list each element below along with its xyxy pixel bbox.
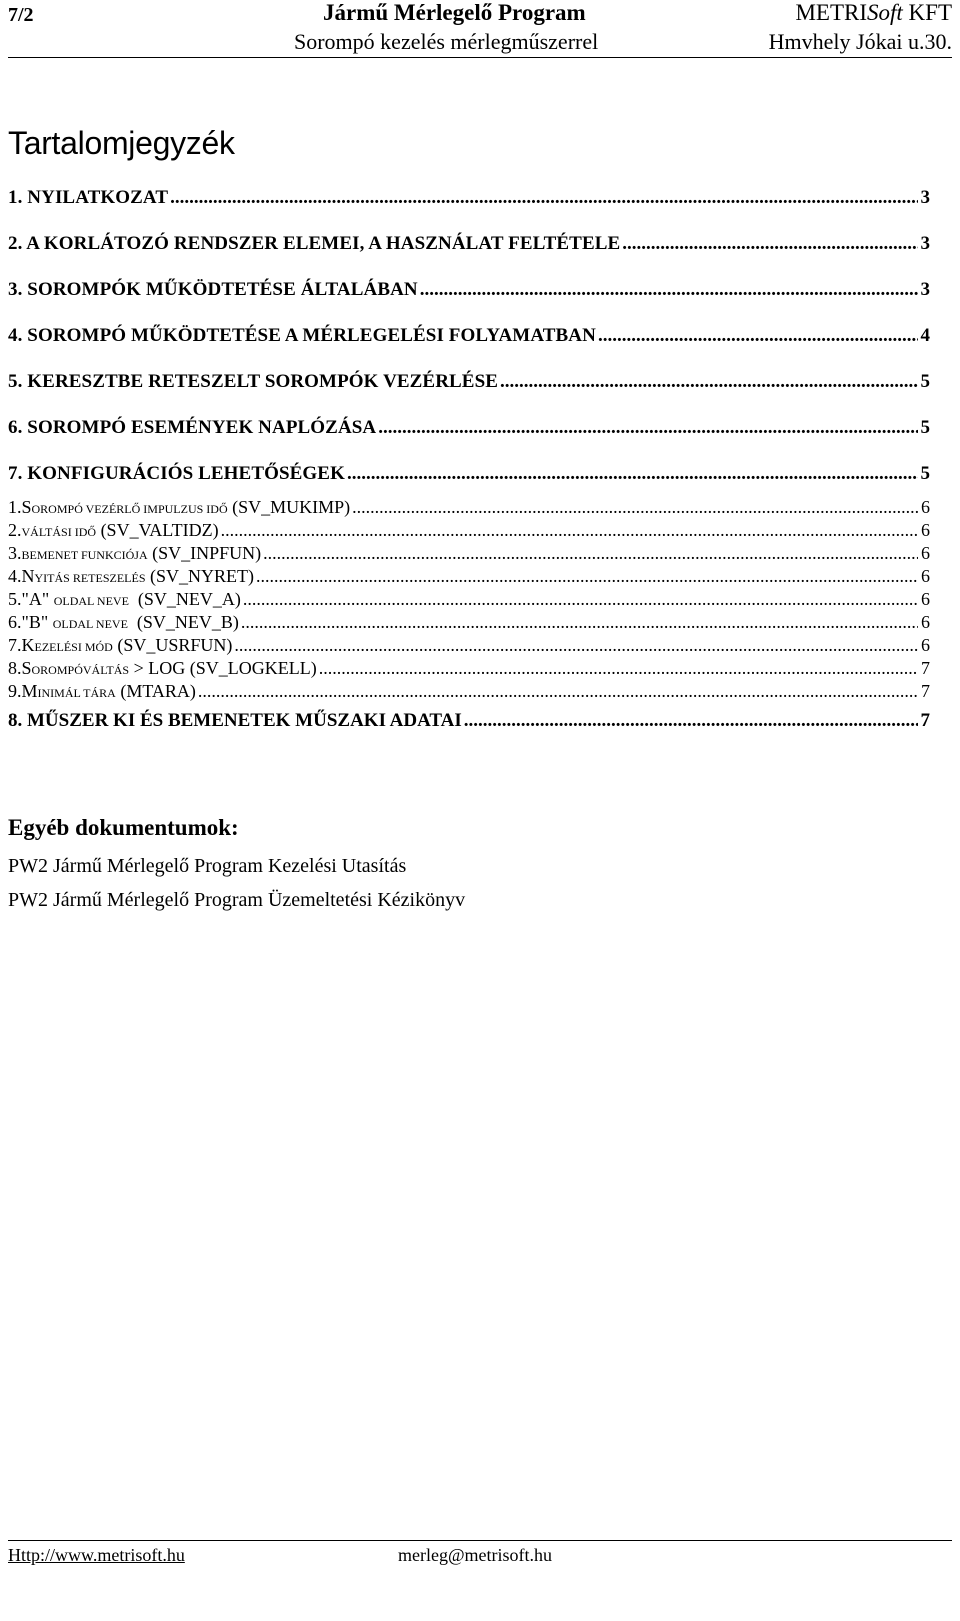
company-name xyxy=(795,0,952,26)
other-document-item: PW2 Jármű Mérlegelő Program Üzemeltetési Kézikönyv xyxy=(8,889,466,911)
toc-subentry-label: 4.NYITÁS RETESZELÉS (SV_NYRET) xyxy=(8,566,254,586)
toc-dot-leader xyxy=(319,657,918,680)
toc-dot-leader xyxy=(263,542,918,565)
toc-subentry-page: 6 xyxy=(921,589,930,609)
toc-subentry-label: 1.SOROMPÓ VEZÉRLŐ IMPULZUS IDŐ (SV_MUKIMP) xyxy=(8,497,351,517)
toc-subentry-label: 3.BEMENET FUNKCIÓJA (SV_INPFUN) xyxy=(8,543,262,563)
page-header xyxy=(8,0,952,58)
toc-entry-page: 5 xyxy=(920,463,930,484)
toc-subentry-page: 6 xyxy=(921,520,930,540)
toc-entry[interactable] xyxy=(8,184,930,230)
toc-entry-label: 1. NYILATKOZAT xyxy=(8,187,169,208)
document-title: Jármű Mérlegelő Program xyxy=(323,0,586,25)
toc-dot-leader xyxy=(347,460,918,487)
toc-entry-page: 3 xyxy=(920,279,930,300)
toc-subentry-page: 7 xyxy=(921,658,930,678)
company-italic: Soft xyxy=(867,0,903,25)
toc-entry-label: 7. KONFIGURÁCIÓS LEHETŐSÉGEK xyxy=(8,463,345,484)
toc-entry-label: 6. SOROMPÓ ESEMÉNYEK NAPLÓZÁSA xyxy=(8,417,377,438)
toc-dot-leader xyxy=(378,414,918,441)
toc-entry[interactable] xyxy=(8,230,930,276)
toc-dot-leader xyxy=(170,184,918,211)
toc-dot-leader xyxy=(234,634,918,657)
toc-entry-page: 4 xyxy=(920,325,930,346)
toc-dot-leader xyxy=(598,322,918,349)
page-number: 7/2 xyxy=(8,4,34,26)
toc-subentry[interactable] xyxy=(8,680,930,703)
toc-subentry-page: 6 xyxy=(921,612,930,632)
toc-subentry-label: 6."B" OLDAL NEVE (SV_NEV_B) xyxy=(8,612,239,632)
document-subtitle: Sorompó kezelés mérlegműszerrel xyxy=(294,29,599,54)
table-of-contents xyxy=(8,184,930,747)
toc-dot-leader xyxy=(420,276,918,303)
toc-entry-label: 3. SOROMPÓK MŰKÖDTETÉSE ÁLTALÁBAN xyxy=(8,279,418,300)
toc-entry[interactable] xyxy=(8,368,930,414)
toc-entry-page: 3 xyxy=(920,233,930,254)
toc-subentry[interactable] xyxy=(8,588,930,611)
toc-dot-leader xyxy=(241,611,918,634)
toc-entry[interactable] xyxy=(8,322,930,368)
toc-subentry-page: 6 xyxy=(921,543,930,563)
toc-dot-leader xyxy=(464,707,918,734)
toc-entry[interactable] xyxy=(8,460,930,496)
toc-subentry[interactable] xyxy=(8,657,930,680)
toc-dot-leader xyxy=(256,565,918,588)
toc-subentry[interactable] xyxy=(8,519,930,542)
toc-subentry[interactable] xyxy=(8,611,930,634)
toc-subentry-page: 6 xyxy=(921,497,930,517)
other-document-item: PW2 Jármű Mérlegelő Program Kezelési Utasítás xyxy=(8,855,407,877)
toc-entry-page: 7 xyxy=(920,710,930,731)
toc-heading: Tartalomjegyzék xyxy=(8,125,235,161)
toc-entry[interactable] xyxy=(8,414,930,460)
toc-entry-label: 8. MŰSZER KI ÉS BEMENETEK MŰSZAKI ADATAI xyxy=(8,710,462,731)
company-address: Hmvhely Jókai u.30. xyxy=(768,29,952,54)
toc-entry-page: 5 xyxy=(920,417,930,438)
toc-subentry-label: 7.KEZELÉSI MÓD (SV_USRFUN) xyxy=(8,635,233,655)
toc-subentry-page: 6 xyxy=(921,635,930,655)
toc-subentry[interactable] xyxy=(8,496,930,519)
toc-dot-leader xyxy=(221,519,918,542)
toc-entry-label: 2. A KORLÁTOZÓ RENDSZER ELEMEI, A HASZNÁLAT FELTÉTELE xyxy=(8,233,621,254)
toc-entry-page: 5 xyxy=(920,371,930,392)
website-link[interactable]: Http://www.metrisoft.hu xyxy=(8,1545,185,1565)
email-address: merleg@metrisoft.hu xyxy=(398,1545,553,1565)
toc-entry-label: 5. KERESZTBE RETESZELT SOROMPÓK VEZÉRLÉSE xyxy=(8,371,499,392)
toc-subentry-label: 2.VÁLTÁSI IDŐ (SV_VALTIDZ) xyxy=(8,520,219,540)
toc-subentry-label: 9.MINIMÁL TÁRA (MTARA) xyxy=(8,681,196,701)
toc-subentry[interactable] xyxy=(8,542,930,565)
toc-subentry-page: 6 xyxy=(921,566,930,586)
toc-entry[interactable] xyxy=(8,707,930,747)
toc-entry[interactable] xyxy=(8,276,930,322)
toc-dot-leader xyxy=(198,680,918,703)
company-prefix: METRI xyxy=(795,0,868,25)
other-documents-list xyxy=(8,853,465,921)
toc-subentry-page: 7 xyxy=(921,681,930,701)
toc-entry-label: 4. SOROMPÓ MŰKÖDTETÉSE A MÉRLEGELÉSI FOLYAMATBAN xyxy=(8,325,596,346)
toc-entry-page: 3 xyxy=(920,187,930,208)
other-documents-heading: Egyéb dokumentumok: xyxy=(8,815,239,840)
toc-dot-leader xyxy=(500,368,918,395)
toc-subentry[interactable] xyxy=(8,565,930,588)
toc-dot-leader xyxy=(243,588,918,611)
toc-subentry[interactable] xyxy=(8,634,930,657)
toc-dot-leader xyxy=(622,230,918,257)
page-footer xyxy=(8,1540,952,1570)
toc-subentry-label: 8.SOROMPÓVÁLTÁS > LOG (SV_LOGKELL) xyxy=(8,658,317,678)
company-suffix: KFT xyxy=(902,0,952,25)
toc-dot-leader xyxy=(352,496,918,519)
toc-subentry-label: 5."A" OLDAL NEVE (SV_NEV_A) xyxy=(8,589,241,609)
